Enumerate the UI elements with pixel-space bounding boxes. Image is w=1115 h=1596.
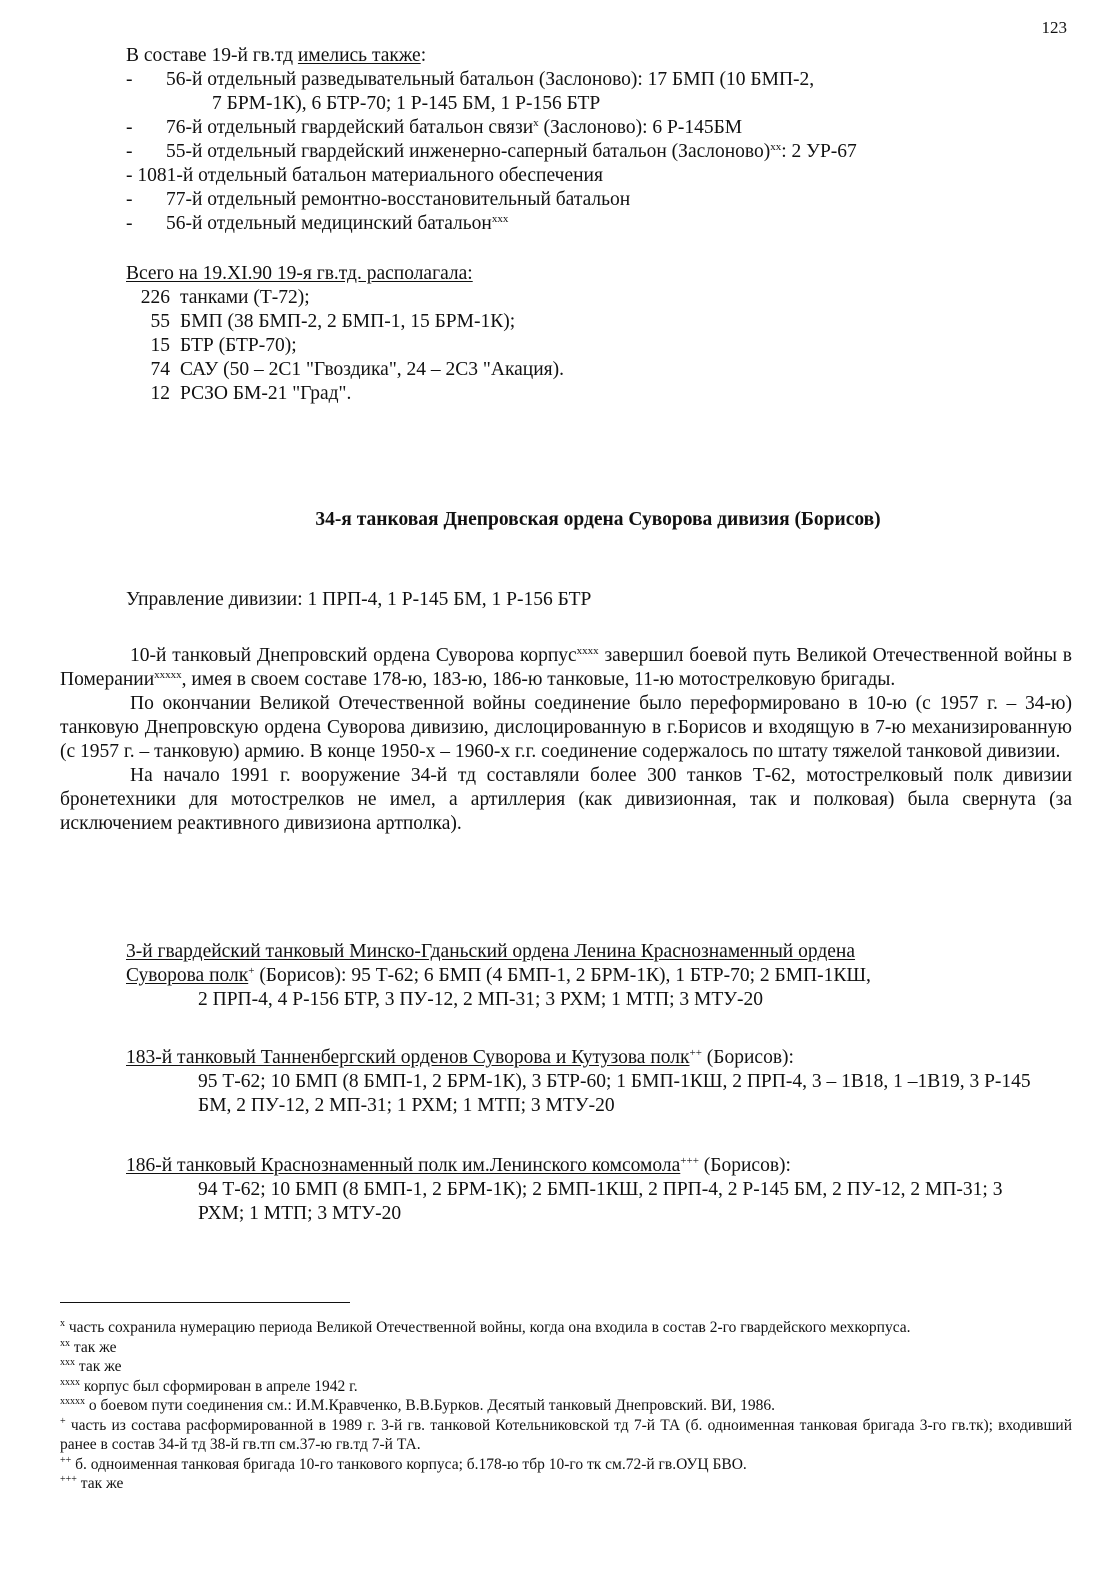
footnotes	[60, 1318, 1072, 1494]
totals-row	[126, 358, 1070, 382]
history-paragraph-2: По окончании Великой Отечественной войны соединение было переформировано в 10-ю (с 1957 г. – 34-ю) танковую Днепровскую ордена Суворова дивизию, дислоцированную в г.Борисов и входящую в 7-ю механизированную (с 1957 г. – танковую) армию. В конце 1950-х – 1960-х г.г. соединение содержалось по штату тяжелой танковой дивизии.	[60, 693, 1072, 762]
footnote-mark: xx	[60, 1337, 70, 1349]
totals-count: 226	[140, 287, 170, 308]
footnote	[60, 1357, 1072, 1377]
regiment-entry	[126, 1154, 1070, 1226]
totals-count: 15	[150, 335, 170, 356]
totals-row	[126, 382, 1070, 406]
regiment-entry	[126, 940, 1070, 1012]
footnote-text: так же	[75, 1358, 122, 1375]
totals-count: 12	[150, 383, 170, 404]
footnote-ref: ++	[689, 1047, 702, 1059]
footnote-ref: x	[533, 117, 539, 129]
title-underlined: имелись также	[297, 45, 421, 66]
list-dash: -	[126, 117, 133, 138]
totals-count: 55	[150, 311, 170, 332]
regiment-name-text: 3-й гвардейский танковый Минско-Гданьский ордена Ленина Краснознаменный ордена	[126, 941, 856, 962]
regiment-tail: (Борисов): 95 Т-62; 6 БМП (4 БМП-1, 2 БРМ-1К), 1 БТР-70; 2 БМП-1КШ,	[254, 965, 871, 986]
footnote	[60, 1455, 1072, 1475]
footnote-text: о боевом пути соединения см.: И.М.Кравченко, В.В.Бурков. Десятый танковый Днепровский. ВИ, 1986.	[85, 1397, 775, 1414]
regiment-equipment: 2 ПРП-4, 4 Р-156 БТР, 3 ПУ-12, 2 МП-31; 3 РХМ; 1 МТП; 3 МТУ-20	[198, 989, 764, 1010]
footnote-ref: +++	[680, 1155, 699, 1167]
regiment-tail: (Борисов):	[701, 1047, 794, 1068]
footnote	[60, 1338, 1072, 1358]
list-text: 77-й отдельный ремонтно-восстановительный батальон	[166, 189, 631, 210]
regiment-name-text: 186-й танковый Краснознаменный полк им.Ленинского комсомола	[126, 1155, 681, 1176]
totals-title	[126, 262, 1070, 286]
list-item	[126, 164, 1070, 188]
footnote-ref: xxx	[491, 213, 509, 225]
list-item	[126, 68, 1070, 116]
list-dash: -	[126, 165, 133, 186]
list-dash: -	[126, 189, 133, 210]
list-tail: : 2 УР-67	[781, 141, 857, 162]
footnote-divider	[60, 1302, 350, 1303]
list-tail: (Заслоново): 6 Р-145БМ	[538, 117, 743, 138]
regiment-name	[126, 1154, 1070, 1178]
list-dash: -	[126, 69, 133, 90]
history-paragraph-1	[60, 644, 1072, 692]
regiment-name	[126, 1046, 1070, 1070]
totals-text: БМП (38 БМП-2, 2 БМП-1, 15 БРМ-1К);	[180, 311, 516, 332]
totals-text: САУ (50 – 2С1 "Гвоздика", 24 – 2С3 "Акация).	[180, 359, 564, 380]
footnote-text: так же	[76, 1475, 124, 1492]
footnote-text: часть сохранила нумерацию периода Великой Отечественной войны, когда она входила в состав 2-го гвардейского мехкорпуса.	[65, 1319, 911, 1336]
regiment-tail: (Борисов):	[698, 1155, 791, 1176]
list-item	[126, 188, 1070, 212]
footnote-mark: xxxx	[60, 1376, 80, 1388]
list-item	[126, 140, 1070, 164]
history-text: 10-й танковый Днепровский ордена Суворова корпус	[130, 645, 577, 666]
composition-section	[126, 44, 1070, 406]
totals-row	[126, 334, 1070, 358]
regiment-name-text: Суворова полк	[126, 965, 249, 986]
list-text: 56-й отдельный медицинский батальон	[166, 213, 492, 234]
footnote-mark: ++	[60, 1454, 72, 1466]
totals-text: БТР (БТР-70);	[180, 335, 297, 356]
list-dash: -	[126, 141, 133, 162]
footnote-text: так же	[70, 1338, 117, 1356]
footnote	[60, 1377, 1072, 1397]
footnote-text: часть из состава расформированной в 1989 г. 3-й гв. танковой Котельниковской тд 7-й ТА (б. одноименная танковая бригада 3-го гв.тк); входивший ранее в состав 34-й тд 38-й гв.тп см.37-ю гв.тд 7-й ТА.	[60, 1416, 1072, 1453]
list-text: 56-й отдельный разведывательный батальон (Заслоново): 17 БМП (10 БМП-2,	[166, 69, 815, 90]
footnote-ref: +	[248, 965, 255, 977]
footnote-ref: xx	[770, 141, 782, 153]
regiment-name	[126, 940, 1070, 964]
footnote-mark: xxxxx	[60, 1396, 85, 1407]
totals-text: танками (Т-72);	[180, 287, 310, 308]
division-heading: 34-я танковая Днепровская ордена Суворова дивизия (Борисов)	[315, 509, 881, 530]
regiment-entry	[126, 1046, 1070, 1118]
history-text: завершил боевой путь Великой Отечественной войны в Померании	[60, 645, 1072, 690]
footnote	[60, 1318, 1072, 1338]
list-dash: -	[126, 213, 133, 234]
regiment-equipment: 95 Т-62; 10 БМП (8 БМП-1, 2 БРМ-1К), 3 БТР-60; 1 БМП-1КШ, 2 ПРП-4, 3 – 1В18, 1 –1В19, 3 Р-145 БМ, 2 ПУ-12, 2 МП-31; 1 РХМ; 1 МТП; 3 МТУ-20	[198, 1071, 1031, 1116]
regiment-name-line2	[126, 964, 1070, 988]
footnote-ref: xxxx	[576, 645, 599, 657]
totals-row	[126, 286, 1070, 310]
footnote-ref: xxxxx	[154, 669, 182, 681]
totals-text: РСЗО БМ-21 "Град".	[180, 383, 352, 404]
footnote-text: б. одноименная танковая бригада 10-го танкового корпуса; б.178-ю тбр 10-го тк см.72-й гв.ОУЦ БВО.	[71, 1455, 747, 1473]
history-text: , имея в своем составе 178-ю, 183-ю, 186-ю танковые, 11-ю мотострелковую бригады.	[181, 669, 896, 690]
footnote-mark: x	[60, 1318, 65, 1329]
regiment-name-text: 183-й танковый Танненбергский орденов Суворова и Кутузова полк	[126, 1047, 690, 1068]
list-text: 1081-й отдельный батальон материального обеспечения	[132, 165, 603, 186]
list-item	[126, 212, 1070, 236]
page-number: 123	[1041, 18, 1067, 37]
title-suffix: :	[420, 45, 427, 66]
totals-section	[126, 262, 1070, 406]
title-prefix: В составе 19-й гв.тд	[126, 45, 298, 66]
composition-title	[126, 44, 1070, 68]
footnote	[60, 1474, 1072, 1494]
list-text: 55-й отдельный гвардейский инженерно-саперный батальон (Заслоново)	[166, 141, 771, 162]
list-text: 76-й отдельный гвардейский батальон связи	[166, 117, 534, 138]
list-continuation: 7 БРМ-1К), 6 БТР-70; 1 Р-145 БМ, 1 Р-156 БТР	[212, 93, 601, 114]
totals-title-text: Всего на 19.XI.90 19-я гв.тд. располагала:	[126, 263, 473, 284]
footnote-mark: +	[60, 1415, 66, 1427]
history-section	[60, 644, 1072, 836]
management-line: Управление дивизии: 1 ПРП-4, 1 Р-145 БМ, 1 Р-156 БТР	[126, 589, 592, 610]
history-paragraph-3: На начало 1991 г. вооружение 34-й тд составляли более 300 танков Т-62, мотострелковый полк дивизии бронетехники для мотострелков не имел, а артиллерия (как дивизионная, так и полковая) была свернута (за исключением реактивного дивизиона артполка).	[60, 765, 1072, 834]
totals-count: 74	[150, 359, 170, 380]
footnote	[60, 1396, 1072, 1416]
footnote-text: корпус был сформирован в апреле 1942 г.	[80, 1377, 358, 1395]
footnote-mark: xxx	[60, 1357, 75, 1368]
totals-row	[126, 310, 1070, 334]
footnote	[60, 1416, 1072, 1455]
list-item	[126, 116, 1070, 140]
regiment-equipment: 94 Т-62; 10 БМП (8 БМП-1, 2 БРМ-1К); 2 БМП-1КШ, 2 ПРП-4, 2 Р-145 БМ, 2 ПУ-12, 2 МП-31; 3 РХМ; 1 МТП; 3 МТУ-20	[198, 1179, 1003, 1224]
footnote-mark: +++	[60, 1474, 77, 1485]
